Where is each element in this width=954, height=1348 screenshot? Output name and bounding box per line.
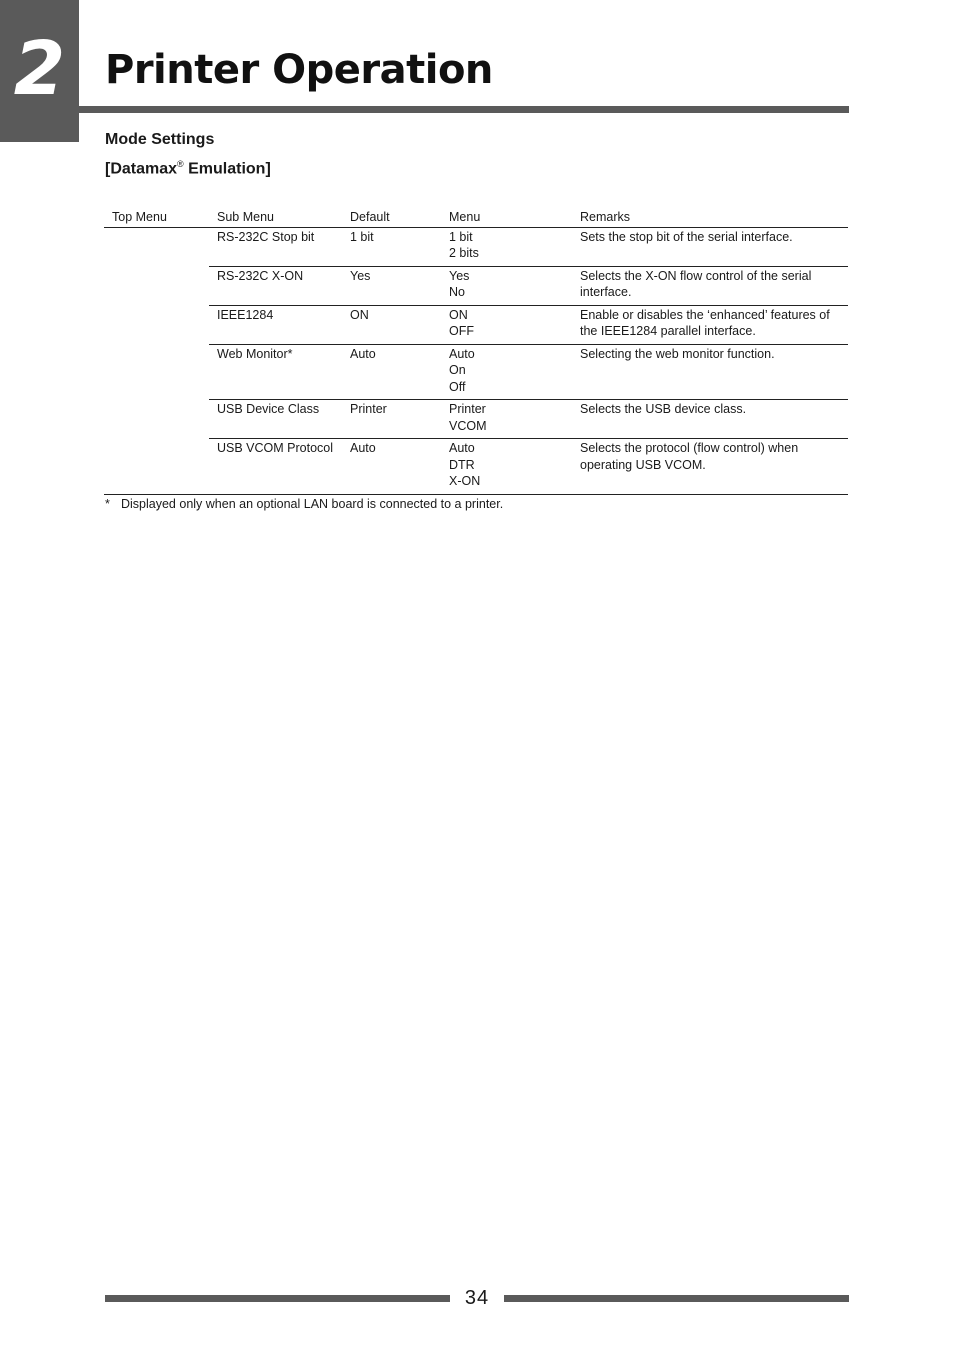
cell-menu <box>441 344 572 400</box>
cell-menu <box>441 266 572 305</box>
cell-sub-menu: USB VCOM Protocol <box>209 439 342 495</box>
table-row <box>104 305 848 344</box>
cell-remarks: Selects the USB device class. <box>572 400 848 439</box>
page-number: 34 <box>464 1287 490 1309</box>
table-header-row <box>104 206 848 227</box>
title-rule <box>79 106 849 113</box>
cell-remarks: Selects the protocol (flow control) when operating USB VCOM. <box>572 439 848 495</box>
header-sub-menu: Sub Menu <box>209 206 342 227</box>
mode-settings-table <box>104 206 848 495</box>
cell-menu <box>441 400 572 439</box>
cell-menu <box>441 227 572 266</box>
registered-mark: ® <box>177 159 184 169</box>
chapter-tab <box>0 0 79 142</box>
menu-option: Auto <box>449 346 475 361</box>
cell-top-menu <box>104 439 209 495</box>
section-subtitle <box>105 152 271 181</box>
table-row <box>104 344 848 400</box>
menu-option: Off <box>449 379 466 394</box>
cell-remarks: Selects the X-ON flow control of the serial interface. <box>572 266 848 305</box>
cell-sub-menu: RS-232C Stop bit <box>217 229 315 244</box>
menu-option: Printer <box>449 402 486 416</box>
cell-sub-menu: Web Monitor* <box>209 344 342 400</box>
menu-option: VCOM <box>449 418 487 433</box>
menu-option: Yes <box>449 268 470 283</box>
table-row <box>104 439 848 495</box>
cell-default: Auto <box>342 344 441 400</box>
table-row <box>104 266 848 305</box>
cell-sub-menu: RS-232C X-ON <box>209 266 342 305</box>
cell-menu <box>441 439 572 495</box>
menu-option: ON <box>449 307 468 322</box>
menu-option: 1 bit <box>449 229 473 244</box>
page-title: Printer Operation <box>105 47 493 93</box>
cell-remarks: Selecting the web monitor function. <box>572 344 848 400</box>
header-menu: Menu <box>441 206 572 227</box>
cell-default: Auto <box>342 439 441 495</box>
cell-top-menu <box>104 227 209 266</box>
cell-remarks: Enable or disables the ‘enhanced’ features of the IEEE1284 parallel interface. <box>572 305 848 344</box>
menu-option: X-ON <box>449 474 481 488</box>
cell-top-menu <box>104 344 209 400</box>
cell-remarks: Sets the stop bit of the serial interface. <box>580 229 793 244</box>
cell-menu <box>441 305 572 344</box>
cell-sub-menu: USB Device Class <box>209 400 342 439</box>
table-row <box>104 227 848 266</box>
menu-option: On <box>449 363 466 377</box>
cell-top-menu <box>104 266 209 305</box>
table-row <box>104 400 848 439</box>
chapter-number: 2 <box>13 26 66 112</box>
section-title: Mode Settings <box>105 131 215 148</box>
cell-top-menu <box>104 305 209 344</box>
footnote-text: Displayed only when an optional LAN board is connected to a printer. <box>121 497 504 511</box>
menu-option: DTR <box>449 457 475 472</box>
menu-option: Auto <box>449 441 475 455</box>
footnote <box>105 496 503 512</box>
cell-sub-menu: IEEE1284 <box>209 305 342 344</box>
cell-default: Printer <box>342 400 441 439</box>
cell-default: Yes <box>342 266 441 305</box>
header-top-menu: Top Menu <box>104 206 209 227</box>
menu-option: 2 bits <box>449 246 479 260</box>
table-body <box>104 227 848 494</box>
cell-top-menu <box>104 400 209 439</box>
cell-default: ON <box>342 305 441 344</box>
footer-rule-left <box>105 1295 450 1302</box>
cell-default: 1 bit <box>350 229 374 244</box>
footer-rule-right <box>504 1295 849 1302</box>
footnote-mark: * <box>105 497 110 511</box>
section-subtitle-pre: [Datamax <box>105 160 178 178</box>
section-heading <box>105 127 271 181</box>
menu-option: No <box>449 285 465 299</box>
header-remarks: Remarks <box>572 206 848 227</box>
menu-option: OFF <box>449 324 474 338</box>
header-default: Default <box>342 206 441 227</box>
section-subtitle-post: Emulation] <box>183 160 271 178</box>
